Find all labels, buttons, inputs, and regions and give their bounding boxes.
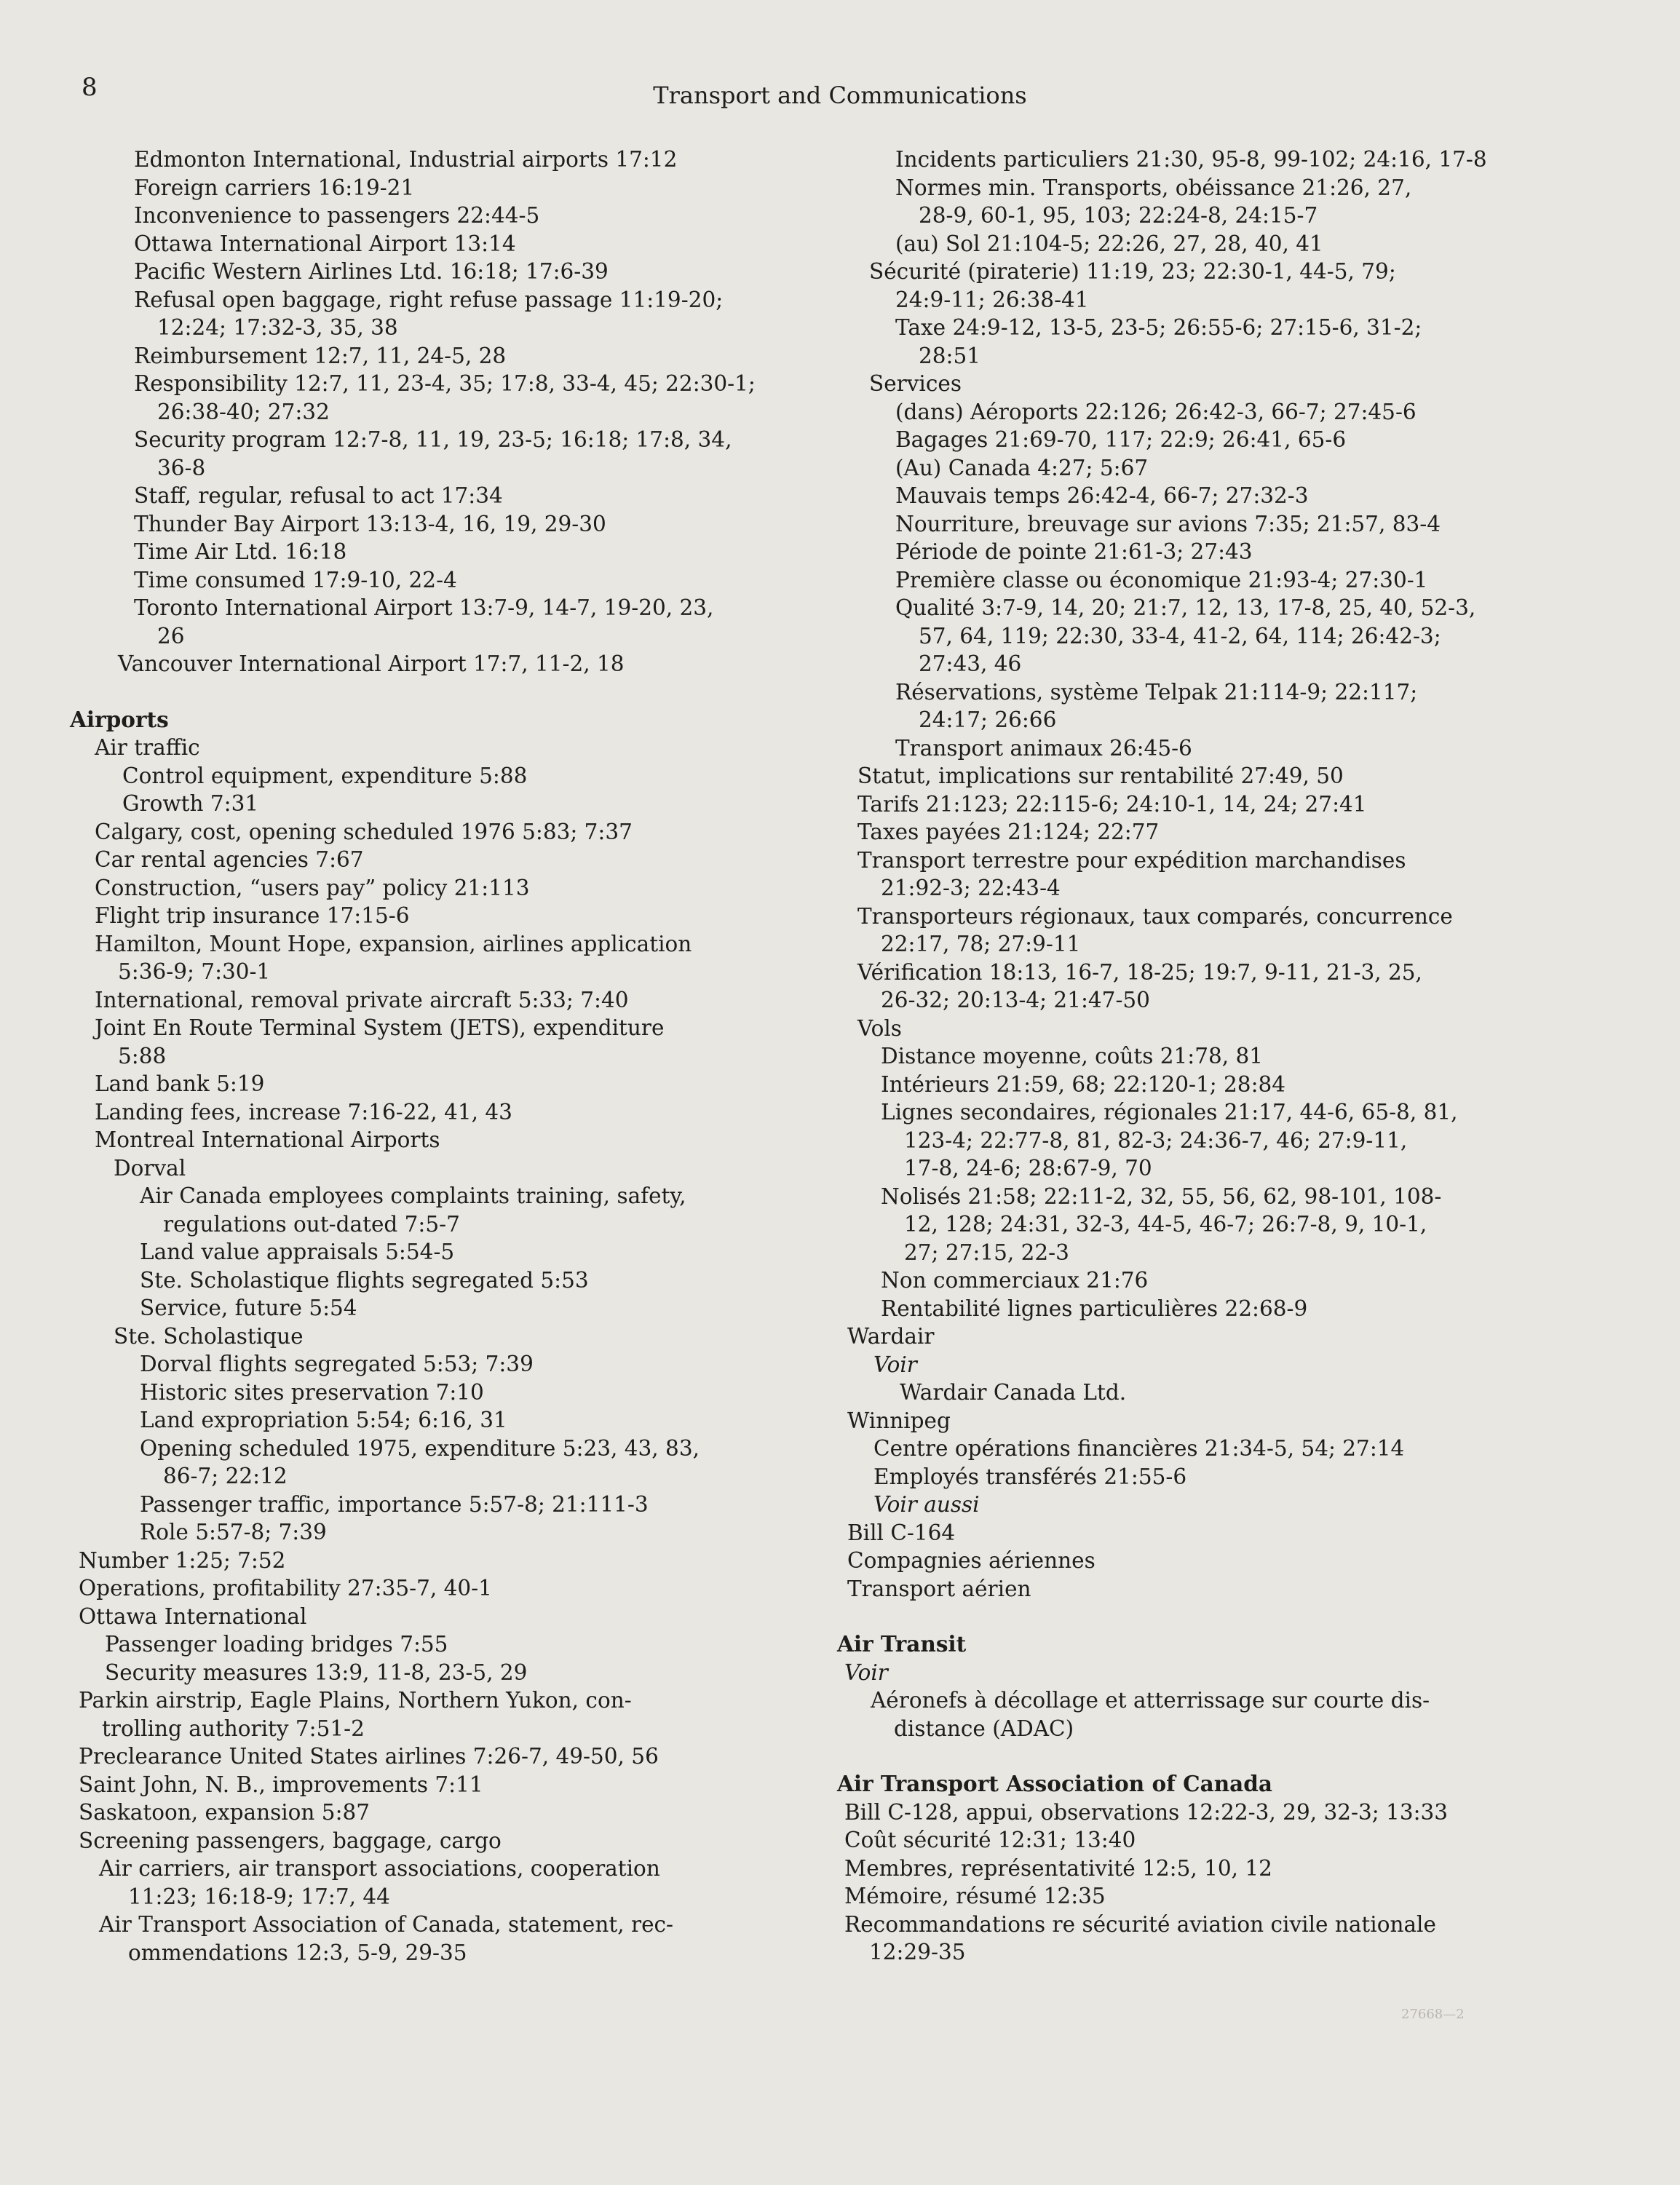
index-entry: Nourriture, breuvage sur avions 7:35; 21:57, 83-4 [895,511,1441,536]
index-entry: Bill C-128, appui, observations 12:22-3, 29, 32-3; 13:33 [844,1799,1449,1825]
index-entry: Nolisés 21:58; 22:11-2, 32, 55, 56, 62, 98-101, 108- [881,1183,1442,1209]
index-entry: Winnipeg [847,1408,951,1433]
index-entry: Opening scheduled 1975, expenditure 5:23, 43, 83, [140,1435,700,1461]
index-entry: trolling authority 7:51-2 [102,1716,365,1741]
index-entry: Thunder Bay Airport 13:13-4, 16, 19, 29-30 [134,511,606,536]
index-entry: Calgary, cost, opening scheduled 1976 5:83; 7:37 [95,819,633,844]
index-entry: 24:17; 26:66 [919,707,1057,732]
index-entry: Dorval flights segregated 5:53; 7:39 [140,1352,534,1376]
index-entry: Security program 12:7-8, 11, 19, 23-5; 16:18; 17:8, 34, [134,427,732,452]
index-entry: 21:92-3; 22:43-4 [881,876,1061,900]
index-entry: Mémoire, résumé 12:35 [844,1884,1106,1908]
index-entry: 26 [157,623,185,649]
index-entry: Control equipment, expenditure 5:88 [122,763,528,788]
index-entry: Membres, représentativité 12:5, 10, 12 [844,1855,1272,1881]
index-entry: Land bank 5:19 [95,1071,265,1096]
index-entry: Construction, “users pay” policy 21:113 [95,875,530,900]
index-entry: Compagnies aériennes [847,1548,1095,1573]
index-entry: Recommandations re sécurité aviation civile nationale [844,1911,1436,1937]
index-entry: (dans) Aéroports 22:126; 26:42-3, 66-7; 27:45-6 [895,399,1416,424]
index-entry: Mauvais temps 26:42-4, 66-7; 27:32-3 [895,483,1309,508]
index-entry: Preclearance United States airlines 7:26-7, 49-50, 56 [79,1744,659,1769]
index-entry: Pacific Western Airlines Ltd. 16:18; 17:6-39 [134,259,609,284]
index-heading: Airports [70,706,169,732]
index-entry: 28-9, 60-1, 95, 103; 22:24-8, 24:15-7 [919,203,1318,228]
index-entry: Wardair [847,1324,935,1349]
section-spacer [837,1603,1605,1630]
index-entry: Sécurité (piraterie) 11:19, 23; 22:30-1, 44-5, 79; [869,259,1396,284]
index-entry: Normes min. Transports, obéissance 21:26, 27, [895,175,1412,200]
index-entry: Air traffic [95,735,200,760]
index-entry: Edmonton International, Industrial airports 17:12 [134,147,678,172]
index-entry: Passenger loading bridges 7:55 [105,1632,448,1657]
index-entry: Inconvenience to passengers 22:44-5 [134,203,540,228]
index-entry: 5:88 [118,1043,167,1068]
index-entry: 12:29-35 [869,1940,966,1964]
index-entry: Air carriers, air transport associations, cooperation [99,1856,660,1881]
index-entry: Transport animaux 26:45-6 [895,735,1192,761]
index-entry: Montreal International Airports [95,1127,440,1152]
index-entry: 12:24; 17:32-3, 35, 38 [157,315,398,340]
index-entry: Responsibility 12:7, 11, 23-4, 35; 17:8, 33-4, 45; 22:30-1; [134,371,756,396]
index-entry: Ste. Scholastique [114,1323,304,1349]
footer-mark: 27668—2 [1401,2007,1465,2022]
index-entry: Qualité 3:7-9, 14, 20; 21:7, 12, 13, 17-8, 25, 40, 52-3, [895,595,1476,620]
running-head: Transport and Communications [653,82,1027,109]
index-entry: Aéronefs à décollage et atterrissage sur courte dis- [871,1688,1430,1713]
index-entry: Land value appraisals 5:54-5 [140,1240,455,1264]
index-entry: Ottawa International Airport 13:14 [134,231,516,256]
index-entry: Bill C-164 [847,1520,956,1545]
index-entry: 22:17, 78; 27:9-11 [881,932,1081,956]
index-entry: Taxes payées 21:124; 22:77 [857,820,1160,844]
index-entry: Landing fees, increase 7:16-22, 41, 43 [95,1099,512,1125]
index-entry: (Au) Canada 4:27; 5:67 [895,455,1149,480]
index-entry: Toronto International Airport 13:7-9, 14-7, 19-20, 23, [134,595,714,620]
index-entry: Vancouver International Airport 17:7, 11-2, 18 [118,651,625,676]
index-entry: 27:43, 46 [919,651,1022,676]
index-entry: Role 5:57-8; 7:39 [140,1520,327,1544]
index-entry: Ste. Scholastique flights segregated 5:53 [140,1267,589,1293]
index-entry: Parkin airstrip, Eagle Plains, Northern Yukon, con- [79,1688,632,1713]
index-entry: Historic sites preservation 7:10 [140,1379,484,1405]
index-entry: regulations out-dated 7:5-7 [163,1211,460,1237]
index-entry: Foreign carriers 16:19-21 [134,175,415,200]
index-heading: Air Transit [837,1631,967,1657]
index-entry: 86-7; 22:12 [163,1464,288,1488]
index-entry: Hamilton, Mount Hope, expansion, airlines application [95,931,692,956]
index-column-left [70,146,799,1967]
index-entry: 12, 128; 24:31, 32-3, 44-5, 46-7; 26:7-8, 9, 10-1, [904,1212,1427,1237]
index-entry: Transport terrestre pour expédition marchandises [857,847,1406,873]
index-entry: Rentabilité lignes particulières 22:68-9 [881,1296,1308,1321]
section-spacer [70,678,799,706]
index-entry: 5:36-9; 7:30-1 [118,959,271,984]
index-entry: Car rental agencies 7:67 [95,847,364,872]
index-entry: 11:23; 16:18-9; 17:7, 44 [128,1884,390,1909]
index-entry: Taxe 24:9-12, 13-5, 23-5; 26:55-6; 27:15-6, 31-2; [895,315,1422,340]
index-entry: Joint En Route Terminal System (JETS), expenditure [95,1015,665,1040]
index-entry: Lignes secondaires, régionales 21:17, 44-6, 65-8, 81, [881,1100,1458,1125]
index-entry: Refusal open baggage, right refuse passage 11:19-20; [134,287,724,312]
index-entry: Première classe ou économique 21:93-4; 27:30-1 [895,567,1428,592]
index-entry: (au) Sol 21:104-5; 22:26, 27, 28, 40, 41 [895,231,1323,256]
index-entry: Distance moyenne, coûts 21:78, 81 [881,1044,1264,1068]
index-entry: Vols [857,1015,902,1041]
index-entry: 26-32; 20:13-4; 21:47-50 [881,988,1150,1012]
index-entry: 57, 64, 119; 22:30, 33-4, 41-2, 64, 114; 26:42-3; [919,623,1441,649]
index-entry: Flight trip insurance 17:15-6 [95,903,410,928]
index-entry: Growth 7:31 [122,791,259,816]
index-entry: 17-8, 24-6; 28:67-9, 70 [904,1156,1152,1181]
index-entry: Incidents particuliers 21:30, 95-8, 99-102; 24:16, 17-8 [895,147,1487,172]
index-entry: Reimbursement 12:7, 11, 24-5, 28 [134,343,507,368]
index-entry: Vérification 18:13, 16-7, 18-25; 19:7, 9-11, 21-3, 25, [857,959,1422,985]
index-entry: Bagages 21:69-70, 117; 22:9; 26:41, 65-6 [895,427,1347,452]
index-entry: Non commerciaux 21:76 [881,1268,1149,1293]
index-entry: International, removal private aircraft 5:33; 7:40 [95,987,629,1012]
index-entry: 123-4; 22:77-8, 81, 82-3; 24:36-7, 46; 27:9-11, [904,1127,1408,1153]
index-entry: Service, future 5:54 [140,1296,357,1320]
index-entry: Saskatoon, expansion 5:87 [79,1800,371,1825]
index-entry: Wardair Canada Ltd. [900,1380,1127,1405]
index-entry: Operations, profitability 27:35-7, 40-1 [79,1576,492,1601]
section-spacer [837,1742,1605,1770]
index-entry: Ottawa International [79,1603,307,1629]
index-entry: Transporteurs régionaux, taux comparés, concurrence [857,903,1453,929]
index-entry: Centre opérations financières 21:34-5, 54; 27:14 [873,1436,1405,1461]
index-entry: Coût sécurité 12:31; 13:40 [844,1828,1136,1852]
index-entry: distance (ADAC) [894,1716,1074,1741]
index-entry: Number 1:25; 7:52 [79,1547,286,1573]
index-entry: Time Air Ltd. 16:18 [134,539,347,564]
index-entry: Intérieurs 21:59, 68; 22:120-1; 28:84 [881,1071,1286,1097]
index-entry: Voir [844,1659,888,1685]
page-number: 8 [82,73,98,102]
index-entry: 36-8 [157,455,206,480]
index-entry: Services [869,371,962,396]
index-entry: Saint John, N. B., improvements 7:11 [79,1772,483,1797]
index-entry: Période de pointe 21:61-3; 27:43 [895,539,1253,564]
index-entry: Security measures 13:9, 11-8, 23-5, 29 [105,1659,528,1685]
index-entry: Staff, regular, refusal to act 17:34 [134,483,503,508]
index-entry: 27; 27:15, 22-3 [904,1240,1069,1265]
index-entry: ommendations 12:3, 5-9, 29-35 [128,1940,467,1965]
index-entry: Voir [873,1352,917,1377]
index-entry: Employés transférés 21:55-6 [873,1464,1187,1489]
index-column-right [837,146,1605,1967]
index-entry: Screening passengers, baggage, cargo [79,1828,502,1853]
index-entry: Air Transport Association of Canada, statement, rec- [99,1912,674,1937]
index-entry: Air Canada employees complaints training, safety, [140,1183,686,1208]
index-entry: Réservations, système Telpak 21:114-9; 22:117; [895,679,1418,705]
index-entry: Land expropriation 5:54; 6:16, 31 [140,1408,507,1432]
index-entry: 28:51 [919,343,981,368]
index-entry: Passenger traffic, importance 5:57-8; 21:111-3 [140,1491,649,1517]
index-entry: Transport aérien [847,1576,1031,1601]
index-entry: Voir aussi [873,1492,980,1517]
index-entry: Statut, implications sur rentabilité 27:49, 50 [857,764,1344,788]
index-entry: 26:38-40; 27:32 [157,399,330,424]
index-heading: Air Transport Association of Canada [837,1771,1272,1796]
index-entry: 24:9-11; 26:38-41 [895,287,1089,312]
index-entry: Tarifs 21:123; 22:115-6; 24:10-1, 14, 24; 27:41 [857,791,1367,817]
index-entry: Dorval [114,1155,186,1181]
index-entry: Time consumed 17:9-10, 22-4 [134,567,457,592]
